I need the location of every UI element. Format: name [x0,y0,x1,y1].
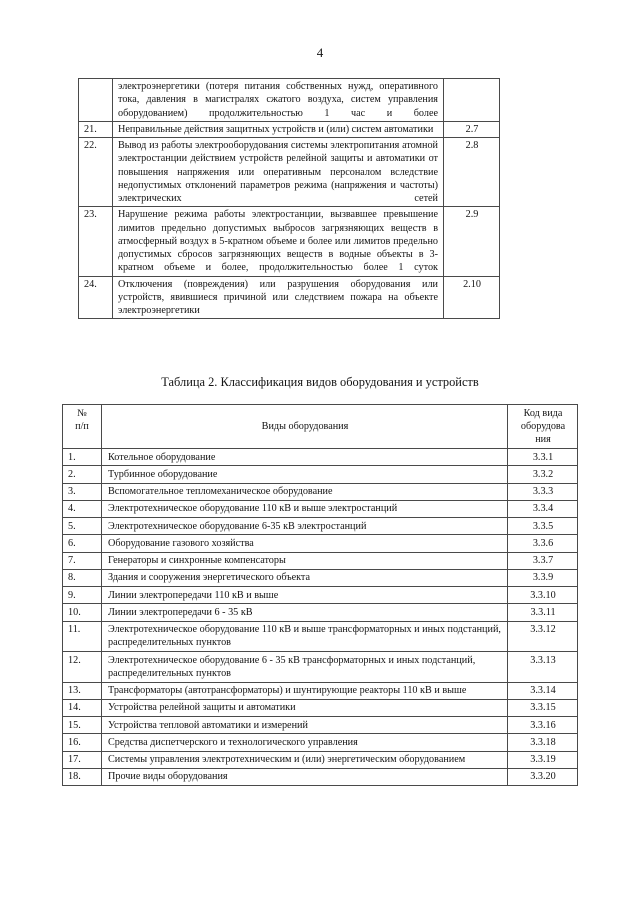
table-row [63,552,578,569]
table-row [63,587,578,604]
table-row [63,483,578,500]
table-row [63,768,578,785]
event-code-cell: 2.9 [444,207,500,276]
table-one-container [78,78,500,319]
equipment-type-cell: Здания и сооружения энергетического объекта [102,569,508,586]
equipment-type-cell: Прочие виды оборудования [102,768,508,785]
equipment-type-cell: Устройства тепловой автоматики и измерений [102,717,508,734]
equipment-type-cell: Электротехническое оборудование 110 кВ и выше трансформаторных и иных подстанций, распределительных пунктов [102,621,508,652]
table-row [63,699,578,716]
row-number-cell: 17. [63,751,102,768]
table-row [63,751,578,768]
event-description-cell: Нарушение режима работы электростанции, вызвавшее превышение лимитов предельно допустимых выбросов загрязняющих веществ в атмосферный воздух в 5-кратном объеме и более или лимитов предельно допустимых сбросов загрязняющих веществ в водные объекты в 3-кратном объеме и более, продолжительностью более 1 суток [113,207,444,276]
table-row [63,466,578,483]
equipment-code-cell: 3.3.1 [508,449,578,466]
equipment-code-cell: 3.3.7 [508,552,578,569]
page-number: 4 [316,45,324,60]
table-row [63,449,578,466]
row-number-cell: 23. [79,207,113,276]
table-two-body [63,449,578,786]
table-row [79,138,500,207]
row-number-cell: 21. [79,121,113,137]
equipment-code-cell: 3.3.12 [508,621,578,652]
equipment-code-cell: 3.3.9 [508,569,578,586]
equipment-code-cell: 3.3.11 [508,604,578,621]
equipment-type-cell: Линии электропередачи 110 кВ и выше [102,587,508,604]
equipment-type-cell: Оборудование газового хозяйства [102,535,508,552]
row-number-cell: 11. [63,621,102,652]
table-two-caption: Таблица 2. Классификация видов оборудования и устройств [161,375,479,389]
column-header-code-line3: ния [535,434,551,446]
equipment-type-cell: Системы управления электротехническим и (или) энергетическим оборудованием [102,751,508,768]
table-row [63,652,578,683]
event-description-cell: Неправильные действия защитных устройств и (или) систем автоматики [113,121,444,137]
equipment-code-cell: 3.3.15 [508,699,578,716]
row-number-cell: 5. [63,518,102,535]
row-number-cell: 10. [63,604,102,621]
equipment-code-cell: 3.3.20 [508,768,578,785]
event-code-cell [444,79,500,122]
event-code-cell: 2.10 [444,276,500,319]
equipment-code-cell: 3.3.18 [508,734,578,751]
row-number-cell: 3. [63,483,102,500]
equipment-type-cell: Вспомогательное тепломеханическое оборудование [102,483,508,500]
table-row [63,682,578,699]
table-row [63,604,578,621]
equipment-code-cell: 3.3.3 [508,483,578,500]
row-number-cell: 13. [63,682,102,699]
equipment-type-cell: Электротехническое оборудование 6 - 35 кВ трансформаторных и иных подстанций, распределительных пунктов [102,652,508,683]
table-row [79,276,500,319]
row-number-cell: 14. [63,699,102,716]
equipment-code-cell: 3.3.10 [508,587,578,604]
table-row [79,207,500,276]
row-number-cell: 2. [63,466,102,483]
equipment-type-cell: Котельное оборудование [102,449,508,466]
equipment-code-cell: 3.3.6 [508,535,578,552]
event-code-cell: 2.7 [444,121,500,137]
row-number-cell: 6. [63,535,102,552]
row-number-cell: 1. [63,449,102,466]
row-number-cell: 22. [79,138,113,207]
equipment-type-cell: Турбинное оборудование [102,466,508,483]
row-number-cell: 7. [63,552,102,569]
table-header-row [63,405,578,449]
table-row [79,79,500,122]
equipment-code-cell: 3.3.19 [508,751,578,768]
event-description-cell: электроэнергетики (потеря питания собственных нужд, оперативного тока, давления в магистралях сжатого воздуха, систем управления оборудованием) продолжительностью 1 час и более [113,79,444,122]
column-header-equipment-code [508,405,578,449]
row-number-cell: 12. [63,652,102,683]
table-two-container [62,404,578,786]
column-header-code-line2: оборудова [520,421,566,433]
row-number-cell: 15. [63,717,102,734]
equipment-code-cell: 3.3.14 [508,682,578,699]
equipment-type-cell: Электротехническое оборудование 110 кВ и выше электростанций [102,500,508,517]
equipment-type-cell: Устройства релейной защиты и автоматики [102,699,508,716]
row-number-cell [79,79,113,122]
equipment-classification-table [62,404,578,786]
equipment-code-cell: 3.3.2 [508,466,578,483]
table-row [63,535,578,552]
equipment-code-cell: 3.3.4 [508,500,578,517]
column-header-number-line1: № [77,408,87,419]
equipment-type-cell: Линии электропередачи 6 - 35 кВ [102,604,508,621]
column-header-code-line1: Код вида [523,408,563,419]
row-number-cell: 8. [63,569,102,586]
column-header-number [63,405,102,449]
table-row [63,717,578,734]
event-description-cell: Отключения (повреждения) или разрушения оборудования или устройств, явившиеся причиной или следствием пожара на объекте электроэнергетики [113,276,444,319]
table-row [79,121,500,137]
classification-of-events-table [78,78,500,319]
column-header-number-line2: п/п [75,421,89,433]
event-description-cell: Вывод из работы электрооборудования системы электропитания атомной электростанции действием устройств релейной защиты и автоматики от повышения напряжения или оперативным персоналом вследствие недопустимых отклонений параметров режима (напряжения и частоты) электрических сетей [113,138,444,207]
table-one-body [79,79,500,319]
row-number-cell: 24. [79,276,113,319]
equipment-code-cell: 3.3.5 [508,518,578,535]
table-row [63,500,578,517]
table-row [63,569,578,586]
equipment-type-cell: Трансформаторы (автотрансформаторы) и шунтирующие реакторы 110 кВ и выше [102,682,508,699]
event-code-cell: 2.8 [444,138,500,207]
table-row [63,734,578,751]
table-two-head [63,405,578,449]
equipment-type-cell: Генераторы и синхронные компенсаторы [102,552,508,569]
equipment-type-cell: Средства диспетчерского и технологического управления [102,734,508,751]
row-number-cell: 9. [63,587,102,604]
equipment-code-cell: 3.3.13 [508,652,578,683]
table-row [63,518,578,535]
table-row [63,621,578,652]
column-header-equipment-type: Виды оборудования [102,405,508,449]
equipment-code-cell: 3.3.16 [508,717,578,734]
equipment-type-cell: Электротехническое оборудование 6-35 кВ электростанций [102,518,508,535]
row-number-cell: 16. [63,734,102,751]
row-number-cell: 4. [63,500,102,517]
row-number-cell: 18. [63,768,102,785]
